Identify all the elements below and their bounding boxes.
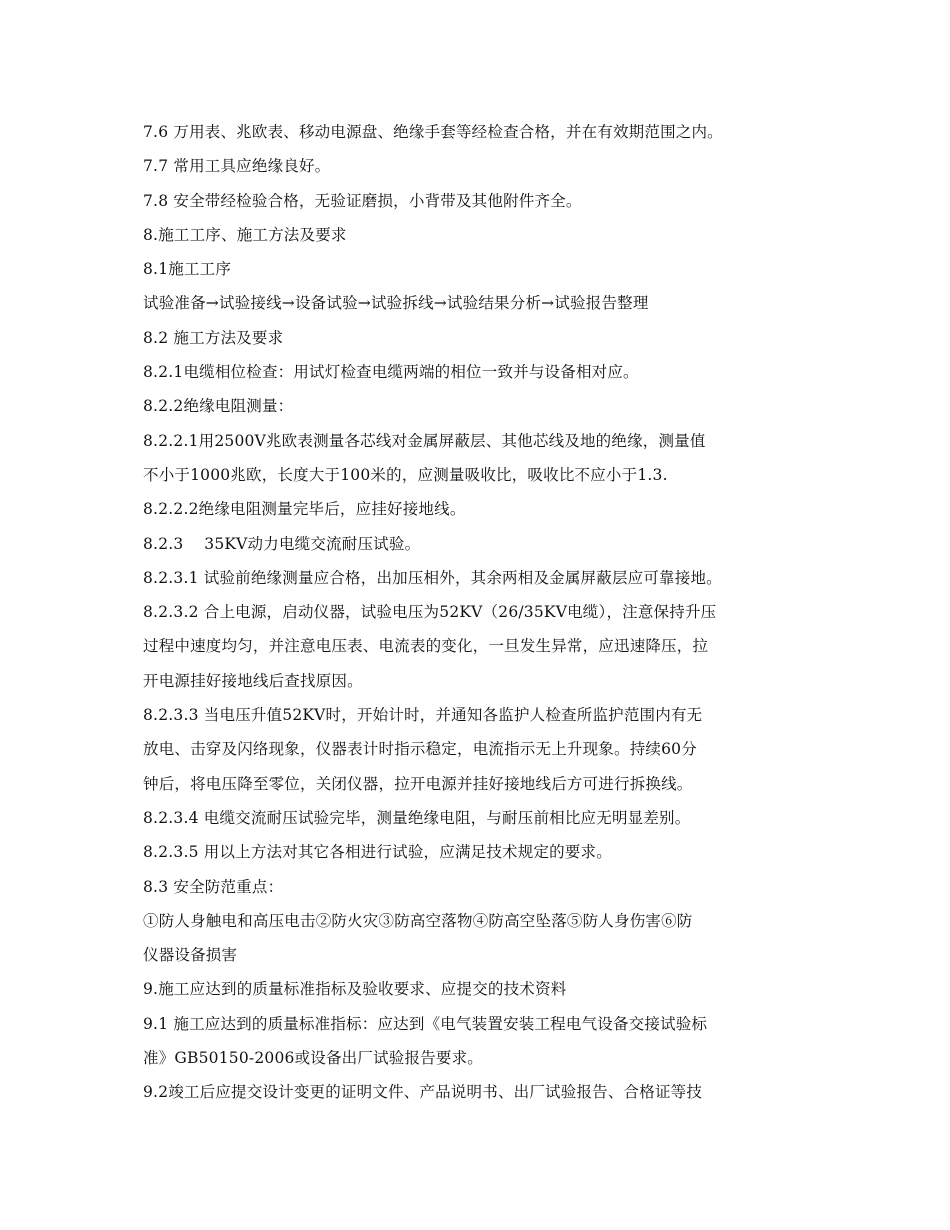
text-line: 过程中速度均匀，并注意电压表、电流表的变化，一旦发生异常，应迅速降压，拉 <box>143 637 709 656</box>
text-line: 8.2.1电缆相位检查：用试灯检查电缆两端的相位一致并与设备相对应。 <box>143 363 639 382</box>
text-line: 7.7 常用工具应绝缘良好。 <box>143 157 331 176</box>
text-line: 放电、击穿及闪络现象，仪器表计时指示稳定，电流指示无上升现象。持续60分 <box>143 740 697 759</box>
document-body <box>143 115 833 1110</box>
text-line: 8.2.2.2绝缘电阻测量完毕后，应挂好接地线。 <box>143 500 466 519</box>
text-line: 8.2.3.1 试验前绝缘测量应合格，出加压相外，其余两相及金属屏蔽层应可靠接地。 <box>143 568 722 587</box>
text-line: 9.2竣工后应提交设计变更的证明文件、产品说明书、出厂试验报告、合格证等技 <box>143 1083 703 1102</box>
text-line: 9.1 施工应达到的质量标准指标：应达到《电气装置安装工程电气设备交接试验标 <box>143 1014 708 1033</box>
text-line: 钟后，将电压降至零位，关闭仪器，拉开电源并挂好接地线后方可进行拆换线。 <box>143 774 693 793</box>
text-line: 准》GB50150-2006或设备出厂试验报告要求。 <box>143 1049 483 1068</box>
text-line: 8.2.3.5 用以上方法对其它各相进行试验，应满足技术规定的要求。 <box>143 843 612 862</box>
text-line: 8.2.2.1用2500V兆欧表测量各芯线对金属屏蔽层、其他芯线及地的绝缘，测量值 <box>143 431 706 450</box>
text-line: 仪器设备损害 <box>143 946 238 965</box>
text-line: 8.2.3.4 电缆交流耐压试验完毕，测量绝缘电阻，与耐压前相比应无明显差别。 <box>143 808 691 827</box>
subsection-heading: 8.1施工工序 <box>143 260 232 279</box>
text-line: 开电源挂好接地线后查找原因。 <box>143 671 363 690</box>
text-line: 8.2.2绝缘电阻测量： <box>143 397 294 416</box>
text-line: 8.2.3 35KV动力电缆交流耐压试验。 <box>143 534 421 553</box>
subsection-heading: 8.2 施工方法及要求 <box>143 328 284 347</box>
text-line: 8.2.3.3 当电压升值52KV时，开始计时，并通知各监护人检查所监护范围内有无 <box>143 706 703 725</box>
text-line: 8.2.3.2 合上电源，启动仪器，试验电压为52KV（26/35KV电缆），注意保持升压 <box>143 603 717 622</box>
text-line: ①防人身触电和高压电击②防火灾③防高空落物④防高空坠落⑤防人身伤害⑥防 <box>143 911 693 930</box>
text-line: 7.6 万用表、兆欧表、移动电源盘、绝缘手套等经检查合格，并在有效期范围之内。 <box>143 123 723 141</box>
section-heading: 8.施工工序、施工方法及要求 <box>143 225 347 244</box>
text-line: 不小于1000兆欧，长度大于100米的，应测量吸收比，吸收比不应小于1.3. <box>143 465 668 484</box>
subsection-heading: 8.3 安全防范重点： <box>143 877 284 896</box>
section-heading: 9.施工应达到的质量标准指标及验收要求、应提交的技术资料 <box>143 980 567 999</box>
text-line: 试验准备→试验接线→设备试验→试验拆线→试验结果分析→试验报告整理 <box>143 294 649 313</box>
text-line: 7.8 安全带经检验合格，无验证磨损，小背带及其他附件齐全。 <box>143 191 582 210</box>
